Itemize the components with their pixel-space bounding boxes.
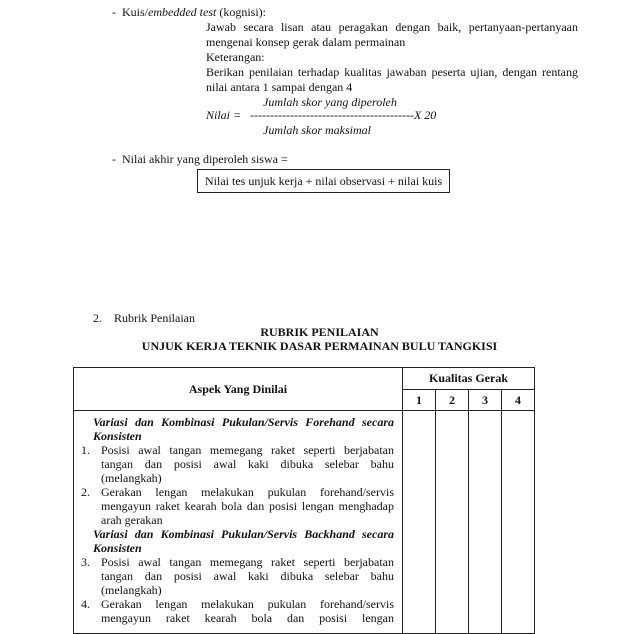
section-title-backhand: Variasi dan Kombinasi Pukulan/Servis Backhand secara [93, 527, 394, 541]
list-item: 3. Posisi awal tangan memegang raket seperti berjabatan tangan dan posisi awal kaki dibuka selebar bahu (melangkah) [81, 555, 394, 597]
kuis-heading [112, 5, 266, 19]
nilai-akhir-label: - Nilai akhir yang diperoleh siswa = [112, 152, 288, 166]
formula-denominator: Jumlah skor maksimal [263, 123, 371, 137]
section-title-forehand: Variasi dan Kombinasi Pukulan/Servis Forehand secara [93, 415, 394, 429]
level-header: 1 [403, 390, 436, 411]
kuis-instruction-line1: Jawab secara lisan atau peragakan dengan baik, pertanyaan-pertanyaan [206, 20, 578, 34]
formula-numerator: Jumlah skor yang diperoleh [263, 95, 397, 109]
rubric-table [73, 367, 535, 634]
rubrik-heading [93, 311, 195, 325]
final-score-formula-box: Nilai tes unjuk kerja + nilai observasi + nilai kuis [197, 169, 450, 193]
kuis-instruction-line2: mengenai konsep gerak dalam permainan [206, 35, 406, 49]
rubrik-subtitle: UNJUK KERJA TEKNIK DASAR PERMAINAN BULU TANGKISI [141, 339, 498, 353]
aspect-cell [74, 411, 403, 634]
score-cell-2[interactable] [436, 411, 469, 634]
kuis-label-italic: embedded test [148, 5, 217, 19]
formula-line [206, 108, 436, 122]
section-title-forehand-cont: Konsisten [93, 429, 142, 443]
multiplier: X 20 [413, 108, 437, 122]
rubrik-title: RUBRIK PENILAIAN [260, 325, 379, 339]
nilai-label: Nilai = [206, 108, 242, 122]
level-header: 2 [436, 390, 469, 411]
kuis-keterangan: Keterangan: [206, 50, 265, 64]
rubrik-number: 2. [93, 311, 102, 325]
kuis-keterangan-line2: nilai antara 1 sampai dengan 4 [206, 80, 353, 94]
bullet-dash: - [112, 152, 116, 166]
list-item: 1. Posisi awal tangan memegang raket seperti berjabatan tangan dan posisi awal kaki dibuka selebar bahu (melangkah) [81, 443, 394, 485]
list-item: 2. Gerakan lengan melakukan pukulan forehand/servis mengayun raket kearah bola dan posisi lengan menghadap arah gerakan [81, 485, 394, 527]
level-header: 3 [469, 390, 502, 411]
section-title-backhand-cont: Konsisten [93, 541, 142, 555]
rubrik-heading-text: Rubrik Penilaian [114, 311, 195, 325]
aspect-header: Aspek Yang Dinilai [74, 368, 403, 411]
bullet-dash: - [112, 5, 116, 19]
score-cell-1[interactable] [403, 411, 436, 634]
kuis-label-prefix: Kuis/ [122, 5, 149, 19]
kuis-label-suffix: (kognisi): [216, 5, 266, 19]
score-cell-3[interactable] [469, 411, 502, 634]
quality-header: Kualitas Gerak [403, 368, 535, 390]
fraction-dashes: ----------------------------------------- [250, 108, 414, 122]
score-cell-4[interactable] [502, 411, 535, 634]
kuis-keterangan-line1: Berikan penilaian terhadap kualitas jawaban peserta ujian, dengan rentang [206, 65, 578, 79]
list-item: 4. Gerakan lengan melakukan pukulan forehand/servis mengayun raket kearah bola dan posisi lengan [81, 597, 394, 625]
level-header: 4 [502, 390, 535, 411]
